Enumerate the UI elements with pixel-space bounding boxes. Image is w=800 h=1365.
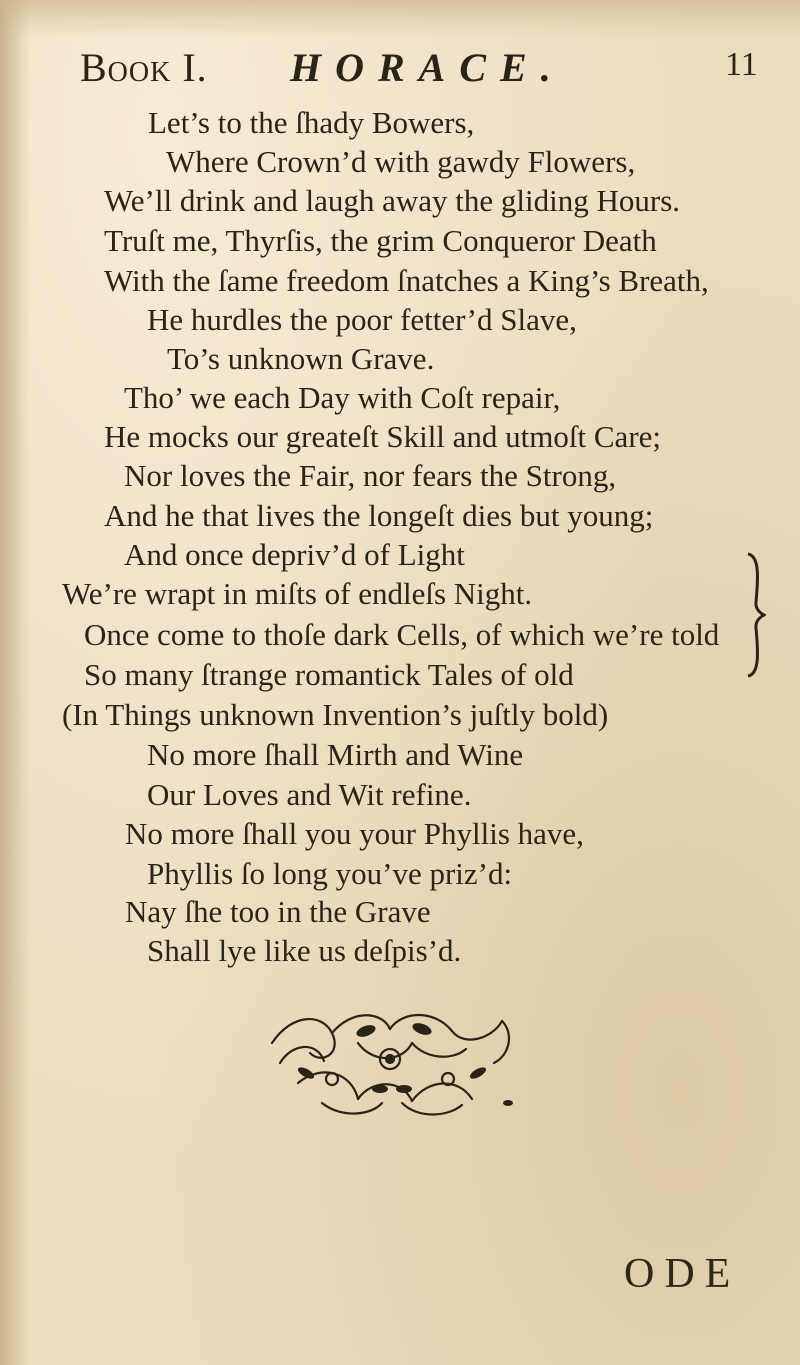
poem-line: Shall lye like us deſpis’d. [147,933,462,968]
book-number: Book I. [80,45,208,90]
poem-line: Where Crown’d with gawdy Flowers, [166,144,636,179]
page-top-edge [0,0,800,38]
poem-line: He hurdles the poor fetter’d Slave, [147,302,577,337]
poem-line: Once come to thoſe dark Cells, of which we’re told [84,617,720,652]
triplet-brace-icon [744,550,766,680]
poem-line: Let’s to the ſhady Bowers, [148,105,475,140]
poem-line: To’s unknown Grave. [167,341,435,376]
page-left-edge [0,0,30,1365]
floral-vignette-icon [262,1003,524,1121]
poem-line: (In Things unknown Invention’s juſtly bold) [62,697,609,732]
poem-line: And once depriv’d of Light [124,537,465,572]
poem-line: Nay ſhe too in the Grave [125,894,431,929]
poem-line: We’re wrapt in miſts of endleſs Night. [62,576,533,611]
poem-line: With the ſame freedom ſnatches a King’s Breath, [104,263,709,298]
poem-line: No more ſhall you your Phyllis have, [125,816,584,851]
poem-line: Nor loves the Fair, nor fears the Strong, [124,458,617,493]
poem-line: Our Loves and Wit refine. [147,777,472,812]
page-number: 11 [725,46,758,83]
running-header [0,44,800,104]
poem-line: He mocks our greateſt Skill and utmoſt Care; [104,419,662,454]
running-title: HORACE. [290,45,565,90]
poem-line: Tho’ we each Day with Coſt repair, [124,380,561,415]
poem-line: And he that lives the longeſt dies but young; [104,498,654,533]
poem-line: No more ſhall Mirth and Wine [147,737,524,772]
poem-line: So many ſtrange romantick Tales of old [84,657,574,692]
poem-line: We’ll drink and laugh away the gliding Hours. [104,183,681,218]
catchword: ODE [624,1251,741,1297]
poem-line: Truſt me, Thyrſis, the grim Conqueror Death [104,223,657,258]
poem-line: Phyllis ſo long you’ve priz’d: [147,856,513,891]
